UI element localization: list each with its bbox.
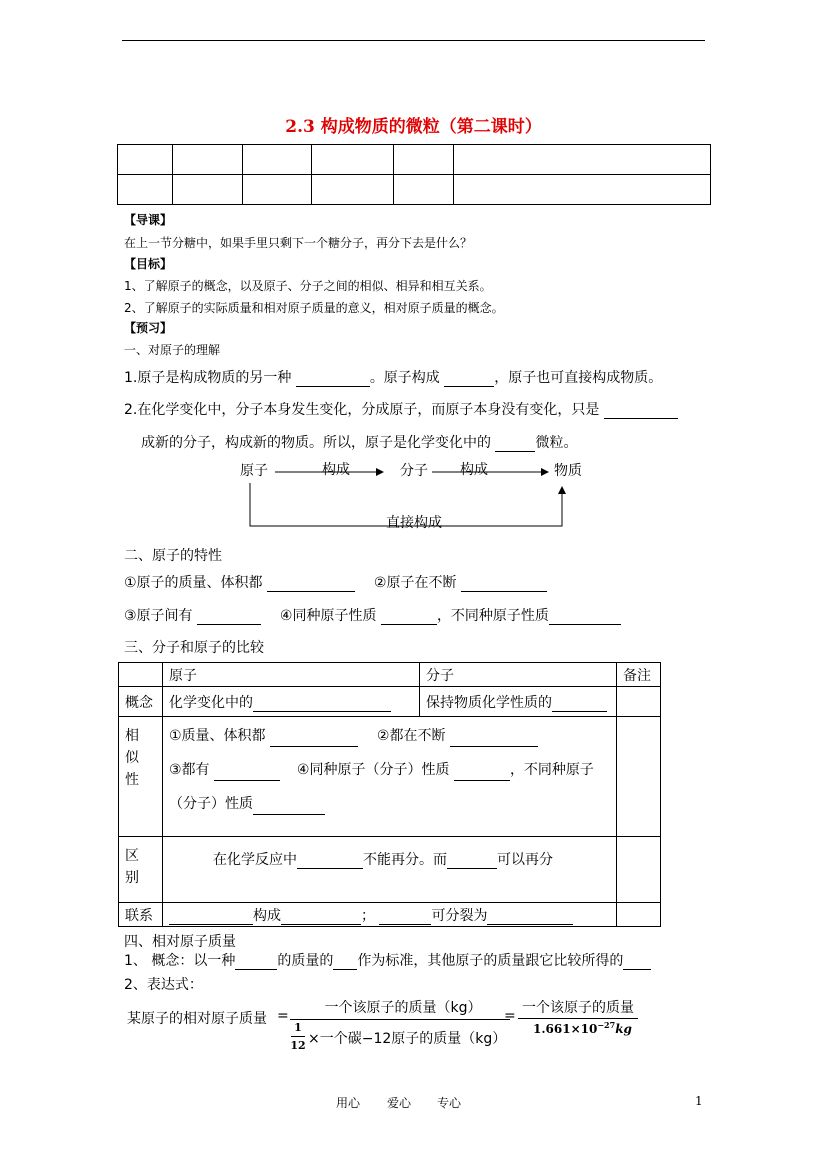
property-text: ①原子的质量、体积都: [124, 575, 263, 591]
row-header-concept: 概念: [119, 687, 163, 717]
similar-text: ，不同种原子: [509, 762, 594, 778]
note-cell: [617, 837, 661, 903]
comparison-table: [118, 662, 661, 927]
formula-equals-2: =: [504, 1008, 516, 1024]
answer-blank[interactable]: [604, 404, 678, 419]
info-cell: [312, 145, 394, 175]
daoke-text: 在上一节分糖中，如果手里只剩下一个糖分子，再分下去是什么？: [124, 236, 473, 250]
info-cell: [454, 175, 711, 205]
mubiao-item: 2、了解原子的实际质量和相对原子质量的意义，相对原子质量的概念。: [124, 301, 504, 315]
section-4-heading: 四、相对原子质量: [124, 934, 236, 950]
similar-cell: [163, 717, 617, 837]
mubiao-item: 1、了解原子的概念，以及原子、分子之间的相似、相异和相互关系。: [124, 279, 492, 293]
answer-blank[interactable]: [495, 437, 535, 452]
answer-blank[interactable]: [552, 697, 607, 712]
diagram-direct-label: 直接构成: [386, 515, 442, 531]
link-cell: [163, 903, 617, 927]
answer-blank[interactable]: [197, 610, 261, 625]
diff-cell: [163, 837, 617, 903]
diagram-atom: 原子: [240, 463, 268, 479]
footer-motto: 爱心: [387, 1096, 412, 1110]
row-header-diff-text: 区别: [125, 848, 139, 886]
row-header-link: 联系: [119, 903, 163, 927]
denominator-base: 1.661×10: [533, 1022, 598, 1036]
answer-blank[interactable]: [379, 910, 431, 925]
info-cell: [118, 175, 173, 205]
concept-text: 1、 概念：以一种: [124, 953, 236, 969]
section-2-heading: 二、原子的特性: [124, 548, 222, 564]
fraction-one: 1: [294, 1021, 302, 1034]
page-title: 2.3 构成物质的微粒（第二课时）: [285, 117, 542, 137]
answer-blank[interactable]: [450, 732, 538, 747]
row-header-similar-text: 相似性: [125, 728, 139, 788]
link-text: 可分裂为: [431, 907, 488, 924]
answer-blank[interactable]: [253, 697, 391, 712]
property-text: ②原子在不断: [373, 575, 457, 591]
property-text: ③原子间有: [124, 608, 193, 624]
answer-blank[interactable]: [487, 910, 573, 925]
answer-blank[interactable]: [296, 372, 370, 387]
col-header-atom: 原子: [163, 663, 420, 687]
question-2-cont: [141, 432, 577, 452]
corner-cell: [119, 663, 163, 687]
info-cell: [394, 145, 454, 175]
info-cell: [312, 175, 394, 205]
fraction-twelve: 12: [290, 1039, 306, 1052]
denominator-unit: kg: [615, 1022, 632, 1036]
concept-molecule-cell: [420, 687, 617, 717]
answer-blank[interactable]: [267, 577, 355, 592]
q1-text-b: 。原子构成: [369, 370, 440, 386]
yuxi-heading: 【预习】: [124, 321, 173, 335]
diagram-form-label: 构成: [322, 462, 350, 478]
daoke-heading: 【导课】: [124, 213, 173, 227]
answer-blank[interactable]: [447, 854, 497, 869]
formula-numerator-1: 一个该原子的质量（kg）: [324, 1000, 482, 1016]
answer-blank[interactable]: [381, 610, 437, 625]
answer-blank[interactable]: [444, 372, 494, 387]
page-number: 1: [695, 1094, 703, 1108]
row-header-diff: [119, 837, 163, 903]
footer-motto: 用心: [336, 1096, 361, 1110]
property-text: ④同种原子性质: [279, 608, 377, 624]
yuxi-subheading: 一、对原子的理解: [124, 343, 221, 357]
footer-motto: 专心: [437, 1096, 462, 1110]
info-cell: [243, 175, 312, 205]
diff-text: 在化学反应中: [213, 852, 297, 868]
formula-denominator-1: ×一个碳−12原子的质量（kg）: [308, 1031, 507, 1047]
concept-atom-text: 化学变化中的: [169, 694, 253, 711]
answer-blank[interactable]: [333, 955, 357, 970]
property-text: ，不同种原子性质: [436, 608, 549, 624]
similar-text: ②都在不断: [376, 728, 446, 744]
diagram-substance: 物质: [554, 463, 582, 479]
fraction-bar: [518, 1018, 638, 1019]
q2-text-a: 2.在化学变化中，分子本身发生变化，分成原子，而原子本身没有变化，只是: [124, 402, 600, 418]
concept-line: [124, 950, 651, 970]
section-3-heading: 三、分子和原子的比较: [124, 640, 264, 656]
answer-blank[interactable]: [281, 910, 361, 925]
fraction-bar: [291, 1036, 305, 1037]
note-cell: [617, 717, 661, 837]
answer-blank[interactable]: [549, 610, 621, 625]
question-2: [124, 399, 678, 419]
concept-molecule-text: 保持物质化学性质的: [426, 694, 552, 711]
answer-blank[interactable]: [253, 800, 325, 815]
formula-equals: =: [277, 1008, 289, 1024]
info-table: [117, 144, 711, 205]
diff-text: 可以再分: [497, 852, 553, 868]
info-cell: [394, 175, 454, 205]
q2-text-c: 微粒。: [535, 435, 578, 451]
denominator-exponent: −27: [597, 1020, 616, 1030]
question-1: [124, 367, 662, 387]
link-text: 构成: [253, 907, 281, 924]
answer-blank[interactable]: [270, 732, 358, 747]
info-cell: [243, 145, 312, 175]
answer-blank[interactable]: [235, 955, 277, 970]
note-cell: [617, 903, 661, 927]
diagram-molecule: 分子: [400, 463, 428, 479]
formula-denominator-2: [533, 1020, 632, 1036]
fraction-bar: [290, 1019, 510, 1020]
concept-text: 作为标准，其他原子的质量跟它比较所得的: [357, 953, 624, 969]
concept-text: 的质量的: [277, 953, 334, 969]
q1-text-c: ，原子也可直接构成物质。: [494, 370, 663, 386]
answer-blank[interactable]: [461, 577, 547, 592]
answer-blank[interactable]: [454, 766, 510, 781]
similar-text: （分子）性质: [169, 796, 253, 812]
similar-text: ③都有: [169, 762, 210, 778]
expression-label: 2、表达式：: [124, 977, 203, 993]
diff-text: 不能再分。而: [363, 852, 447, 868]
mubiao-heading: 【目标】: [124, 257, 173, 271]
note-cell: [617, 687, 661, 717]
concept-atom-cell: [163, 687, 420, 717]
col-header-molecule: 分子: [420, 663, 617, 687]
diagram-form-label: 构成: [460, 462, 488, 478]
q1-text-a: 1.原子是构成物质的另一种: [124, 370, 292, 386]
property-line-2: [124, 605, 621, 625]
link-text: ；: [361, 907, 375, 924]
formula-numerator-2: 一个该原子的质量: [522, 1000, 634, 1016]
info-cell: [173, 175, 243, 205]
row-header-similar: [119, 717, 163, 837]
header-rule: [122, 40, 705, 41]
answer-blank[interactable]: [297, 854, 363, 869]
answer-blank[interactable]: [214, 766, 280, 781]
info-cell: [173, 145, 243, 175]
q2-text-b: 成新的分子，构成新的物质。所以，原子是化学变化中的: [141, 435, 491, 451]
similar-text: ①质量、体积都: [169, 728, 266, 744]
answer-blank[interactable]: [169, 910, 253, 925]
col-header-note: 备注: [617, 663, 661, 687]
formula-lhs: 某原子的相对原子质量: [127, 1011, 267, 1027]
info-cell: [454, 145, 711, 175]
similar-text: ④同种原子（分子）性质: [296, 762, 450, 778]
property-line-1: [124, 572, 547, 592]
info-cell: [118, 145, 173, 175]
answer-blank[interactable]: [623, 955, 651, 970]
